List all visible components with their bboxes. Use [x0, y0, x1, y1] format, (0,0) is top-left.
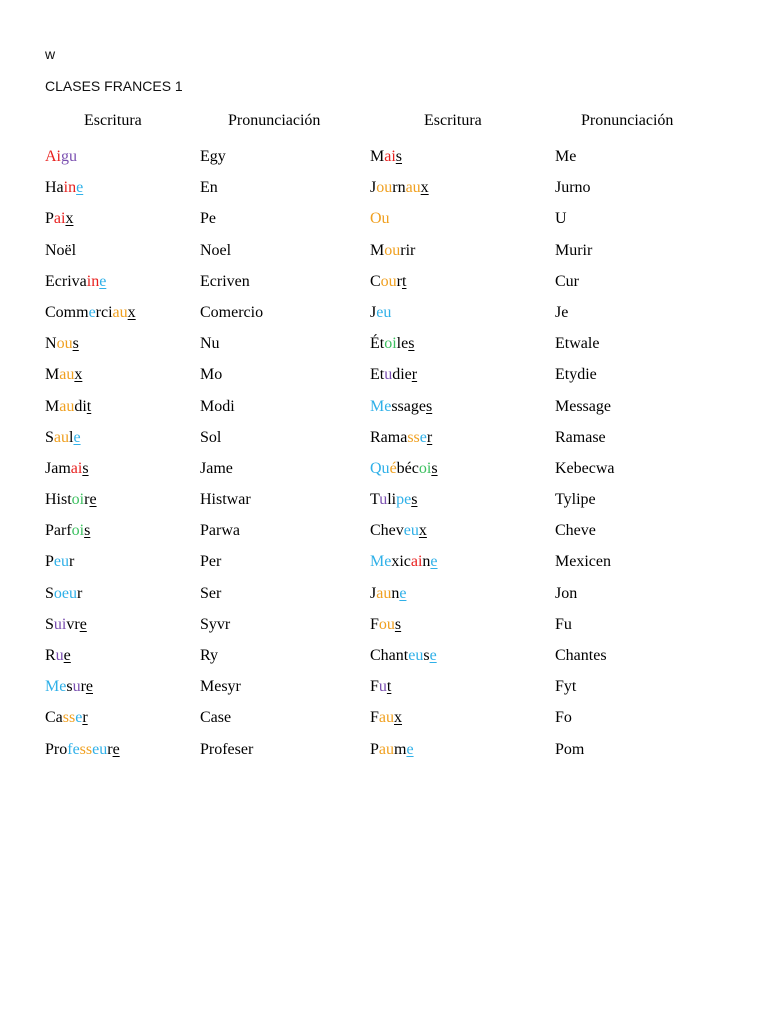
word-segment: oi	[418, 459, 432, 477]
word-segment: au	[378, 740, 395, 758]
table-row	[0, 365, 768, 396]
pronunciacion-text-1: En	[200, 179, 218, 197]
escritura-word-1	[45, 272, 106, 292]
word-segment: au	[59, 366, 75, 384]
escritura-word-2	[370, 397, 432, 417]
word-segment: die	[392, 366, 412, 384]
word-segment: s	[66, 678, 73, 696]
word-segment: ou	[56, 335, 73, 353]
word-segment: R	[45, 647, 56, 664]
table-row	[0, 552, 768, 583]
escritura-word-1	[45, 646, 71, 666]
word-segment: au	[376, 584, 392, 602]
escritura-word-1	[45, 303, 136, 323]
escritura-word-2	[370, 334, 414, 354]
word-segment: s	[411, 491, 418, 509]
pronunciacion-text-1: Case	[200, 709, 232, 727]
escritura-word-2	[370, 428, 432, 448]
word-segment: oi	[71, 522, 85, 540]
word-segment: r	[426, 428, 433, 446]
word-segment: e	[112, 740, 120, 758]
word-segment: m	[394, 740, 407, 758]
word-segment: S	[45, 428, 54, 446]
word-segment: n	[422, 553, 431, 571]
word-segment: r	[69, 553, 75, 571]
word-segment: Parf	[45, 522, 72, 540]
word-segment: rir	[400, 241, 416, 259]
escritura-word-1	[45, 521, 90, 541]
word-segment: eu	[408, 647, 424, 664]
word-segment: e	[85, 678, 93, 696]
word-segment: Ecriva	[45, 272, 87, 290]
pronunciacion-text-1: Ecriven	[200, 272, 250, 290]
word-segment: li	[387, 491, 397, 509]
word-segment: Ca	[45, 709, 63, 727]
word-segment: ai	[70, 459, 83, 477]
word-segment: di	[74, 397, 87, 415]
escritura-word-2	[370, 521, 427, 541]
word-segment: t	[402, 272, 407, 290]
word-segment: M	[370, 241, 385, 259]
word-segment: e	[429, 647, 437, 664]
escritura-word-1	[45, 490, 97, 510]
word-segment: oi	[71, 491, 85, 509]
word-segment: eu	[376, 303, 392, 321]
escritura-word-2	[370, 708, 402, 728]
table-row	[0, 521, 768, 552]
word-segment: in	[63, 179, 77, 197]
word-segment: ai	[410, 553, 423, 571]
word-segment: e	[88, 303, 96, 321]
escritura-word-2	[370, 552, 438, 572]
pronunciacion-text-2: Fu	[555, 615, 572, 633]
pronunciacion-text-2: Murir	[555, 241, 593, 259]
word-segment: Noël	[45, 241, 77, 259]
table-row	[0, 303, 768, 334]
word-segment: fe	[67, 740, 80, 758]
word-segment: xic	[391, 553, 411, 571]
pronunciacion-text-1: Mesyr	[200, 678, 241, 696]
word-segment: P	[45, 553, 54, 571]
pronunciacion-text-2: Fyt	[555, 678, 577, 696]
word-segment: J	[370, 179, 377, 197]
pronunciacion-text-2: Jon	[555, 584, 578, 602]
escritura-word-1	[45, 209, 73, 229]
pronunciacion-text-1: Comercio	[200, 303, 264, 321]
word-segment: e	[76, 179, 84, 197]
word-segment: ui	[53, 615, 67, 633]
table-row	[0, 646, 768, 677]
word-segment: J	[370, 584, 377, 602]
escritura-word-2	[370, 490, 417, 510]
escritura-word-1	[45, 397, 91, 417]
word-segment: oeu	[53, 584, 78, 602]
escritura-word-2	[370, 584, 406, 604]
word-segment: r	[107, 740, 113, 758]
escritura-word-2	[370, 646, 437, 666]
table-row	[0, 147, 768, 178]
escritura-word-2	[370, 178, 429, 198]
pronunciacion-text-1: Egy	[200, 148, 226, 165]
pronunciacion-text-1: Noel	[200, 241, 232, 259]
escritura-word-2	[370, 615, 401, 635]
escritura-word-2	[370, 303, 391, 323]
escritura-word-2	[370, 740, 414, 760]
word-segment: Qu	[370, 459, 390, 477]
word-segment: M	[370, 148, 385, 165]
word-segment: n	[391, 584, 400, 602]
word-segment: P	[45, 210, 54, 228]
word-segment: s	[394, 615, 402, 633]
word-segment: s	[425, 397, 433, 415]
pronunciacion-text-1: Nu	[200, 335, 220, 353]
word-segment: u	[379, 491, 388, 509]
word-segment: e	[399, 584, 407, 602]
word-segment: u	[72, 678, 81, 696]
escritura-word-2	[370, 272, 406, 292]
pronunciacion-text-2: Kebecwa	[555, 459, 615, 477]
word-segment: P	[370, 740, 379, 758]
word-segment: pe	[396, 491, 412, 509]
word-segment: ou	[384, 241, 401, 259]
word-segment: x	[65, 210, 74, 228]
escritura-word-1	[45, 147, 77, 167]
column-header-escritura-1: Escritura	[84, 112, 142, 129]
word-segment: Ha	[45, 179, 64, 197]
word-segment: r	[77, 584, 83, 602]
escritura-word-1	[45, 677, 93, 697]
escritura-word-2	[370, 365, 417, 385]
word-segment: ss	[62, 709, 76, 727]
table-row	[0, 490, 768, 521]
escritura-word-1	[45, 241, 76, 261]
word-segment: M	[45, 397, 60, 415]
word-segment: e	[89, 491, 97, 509]
vocabulary-table	[0, 147, 768, 771]
pronunciacion-text-2: Etwale	[555, 335, 600, 353]
table-row	[0, 272, 768, 303]
word-segment: in	[86, 272, 100, 290]
word-segment: r	[396, 272, 402, 290]
word-segment: r	[411, 366, 418, 384]
word-segment: au	[53, 428, 70, 446]
column-header-pronunciacion-2: Pronunciación	[581, 112, 674, 129]
word-segment: S	[45, 615, 54, 633]
pronunciacion-text-1: Modi	[200, 397, 235, 415]
table-row	[0, 584, 768, 615]
word-segment: ai	[53, 210, 66, 228]
word-segment: Jam	[45, 459, 71, 477]
word-segment: u	[384, 366, 393, 384]
word-segment: au	[378, 709, 395, 727]
word-segment: Rama	[370, 428, 408, 446]
word-segment: r	[82, 709, 88, 727]
word-segment: Ai	[45, 148, 61, 165]
escritura-word-1	[45, 365, 82, 385]
pronunciacion-text-2: Me	[555, 148, 577, 165]
word-segment: x	[394, 709, 403, 727]
pronunciacion-text-2: Etydie	[555, 366, 597, 384]
table-row	[0, 241, 768, 272]
word-segment: ai	[384, 148, 396, 165]
word-segment: s	[423, 647, 430, 664]
table-row	[0, 334, 768, 365]
escritura-word-2	[370, 459, 438, 479]
word-segment: ssage	[391, 397, 426, 415]
word-segment: béc	[396, 459, 419, 477]
word-segment: r	[84, 491, 90, 509]
word-segment: Me	[370, 397, 392, 415]
word-segment: e	[99, 272, 107, 290]
escritura-word-2	[370, 209, 390, 229]
word-segment: Me	[370, 553, 392, 571]
word-segment: e	[79, 615, 87, 633]
escritura-word-1	[45, 334, 79, 354]
word-segment: ou	[380, 272, 397, 290]
word-segment: Et	[370, 366, 385, 384]
word-segment: Hist	[45, 491, 72, 509]
word-segment: F	[370, 615, 379, 633]
word-segment: rn	[392, 179, 406, 197]
escritura-word-1	[45, 708, 88, 728]
word-segment: u	[378, 678, 387, 696]
word-segment: S	[45, 584, 54, 602]
word-segment: r	[80, 678, 86, 696]
word-segment: F	[370, 709, 379, 727]
word-segment: t	[86, 397, 92, 415]
pronunciacion-text-2: Cheve	[555, 522, 596, 540]
word-segment: Comm	[45, 303, 89, 321]
word-segment: s	[72, 335, 79, 353]
word-segment: Pro	[45, 740, 68, 758]
column-header-pronunciacion-1: Pronunciación	[228, 112, 321, 129]
word-segment: M	[45, 366, 60, 384]
escritura-word-2	[370, 241, 415, 261]
word-segment: t	[386, 678, 392, 696]
pronunciacion-text-1: Ser	[200, 584, 222, 602]
word-segment: é	[389, 459, 397, 477]
word-segment: e	[63, 647, 71, 664]
word-segment: F	[370, 678, 379, 696]
table-row	[0, 677, 768, 708]
word-segment: gu	[61, 148, 77, 165]
table-row	[0, 740, 768, 771]
word-segment: s	[431, 459, 438, 477]
escritura-word-1	[45, 178, 83, 198]
word-segment: T	[370, 491, 380, 509]
pronunciacion-text-1: Profeser	[200, 740, 254, 758]
word-segment: x	[418, 522, 427, 540]
word-segment: x	[127, 303, 136, 321]
word-segment: C	[370, 272, 381, 290]
pronunciacion-text-2: Tylipe	[555, 491, 596, 509]
pronunciacion-text-2: Jurno	[555, 179, 591, 197]
pronunciacion-text-1: Syvr	[200, 615, 231, 633]
word-segment: e	[73, 428, 81, 446]
table-row	[0, 615, 768, 646]
pronunciacion-text-2: U	[555, 210, 567, 228]
pronunciacion-text-1: Jame	[200, 459, 233, 477]
pronunciacion-text-2: Message	[555, 397, 611, 415]
word-segment: x	[74, 366, 83, 384]
escritura-word-2	[370, 147, 402, 167]
pronunciacion-text-2: Je	[555, 303, 569, 321]
escritura-word-1	[45, 584, 82, 604]
table-row	[0, 178, 768, 209]
table-row	[0, 708, 768, 739]
word-segment: ou	[376, 179, 393, 197]
word-segment: eu	[92, 740, 108, 758]
word-segment: ss	[79, 740, 93, 758]
escritura-word-1	[45, 459, 89, 479]
pronunciacion-text-1: Ry	[200, 647, 219, 664]
word-segment: ss	[407, 428, 420, 446]
pronunciacion-text-2: Mexicen	[555, 553, 611, 571]
word-segment: x	[420, 179, 429, 197]
escritura-word-1	[45, 428, 81, 448]
pronunciacion-text-2: Fo	[555, 709, 572, 727]
word-segment: s	[395, 148, 403, 165]
word-segment: Ét	[370, 335, 385, 353]
word-segment: s	[408, 335, 415, 353]
word-segment: s	[84, 522, 91, 540]
word-segment: le	[396, 335, 409, 353]
word-segment: rci	[95, 303, 113, 321]
word-segment: Me	[45, 678, 67, 696]
pronunciacion-text-2: Ramase	[555, 428, 606, 446]
document-title: CLASES FRANCES 1	[45, 78, 183, 94]
word-segment: e	[406, 740, 414, 758]
word-segment: e	[430, 553, 438, 571]
escritura-word-2	[370, 677, 391, 697]
escritura-word-1	[45, 552, 74, 572]
word-segment: l	[69, 428, 74, 446]
word-segment: au	[405, 179, 421, 197]
header-mark: w	[45, 46, 56, 62]
escritura-word-1	[45, 740, 120, 760]
pronunciacion-text-2: Chantes	[555, 647, 607, 664]
word-segment: Ou	[370, 210, 390, 228]
table-row	[0, 397, 768, 428]
word-segment: oi	[384, 335, 397, 353]
column-header-escritura-2: Escritura	[424, 112, 482, 129]
word-segment: eu	[53, 553, 70, 571]
word-segment: ou	[378, 615, 395, 633]
escritura-word-1	[45, 615, 87, 635]
pronunciacion-text-1: Sol	[200, 428, 222, 446]
word-segment: eu	[403, 522, 419, 540]
pronunciacion-text-1: Parwa	[200, 522, 240, 540]
word-segment: u	[55, 647, 64, 664]
pronunciacion-text-2: Cur	[555, 272, 579, 290]
word-segment: au	[112, 303, 128, 321]
pronunciacion-text-1: Per	[200, 553, 222, 571]
table-row	[0, 428, 768, 459]
pronunciacion-text-1: Pe	[200, 210, 216, 228]
word-segment: au	[59, 397, 75, 415]
word-segment: Chant	[370, 647, 409, 664]
word-segment: vr	[66, 615, 80, 633]
table-row	[0, 459, 768, 490]
pronunciacion-text-1: Mo	[200, 366, 223, 384]
word-segment: e	[419, 428, 427, 446]
pronunciacion-text-1: Histwar	[200, 491, 251, 509]
word-segment: N	[45, 335, 57, 353]
word-segment: e	[75, 709, 83, 727]
pronunciacion-text-2: Pom	[555, 740, 585, 758]
table-row	[0, 209, 768, 240]
word-segment: Chev	[370, 522, 404, 540]
word-segment: J	[370, 303, 377, 321]
word-segment: s	[82, 459, 89, 477]
